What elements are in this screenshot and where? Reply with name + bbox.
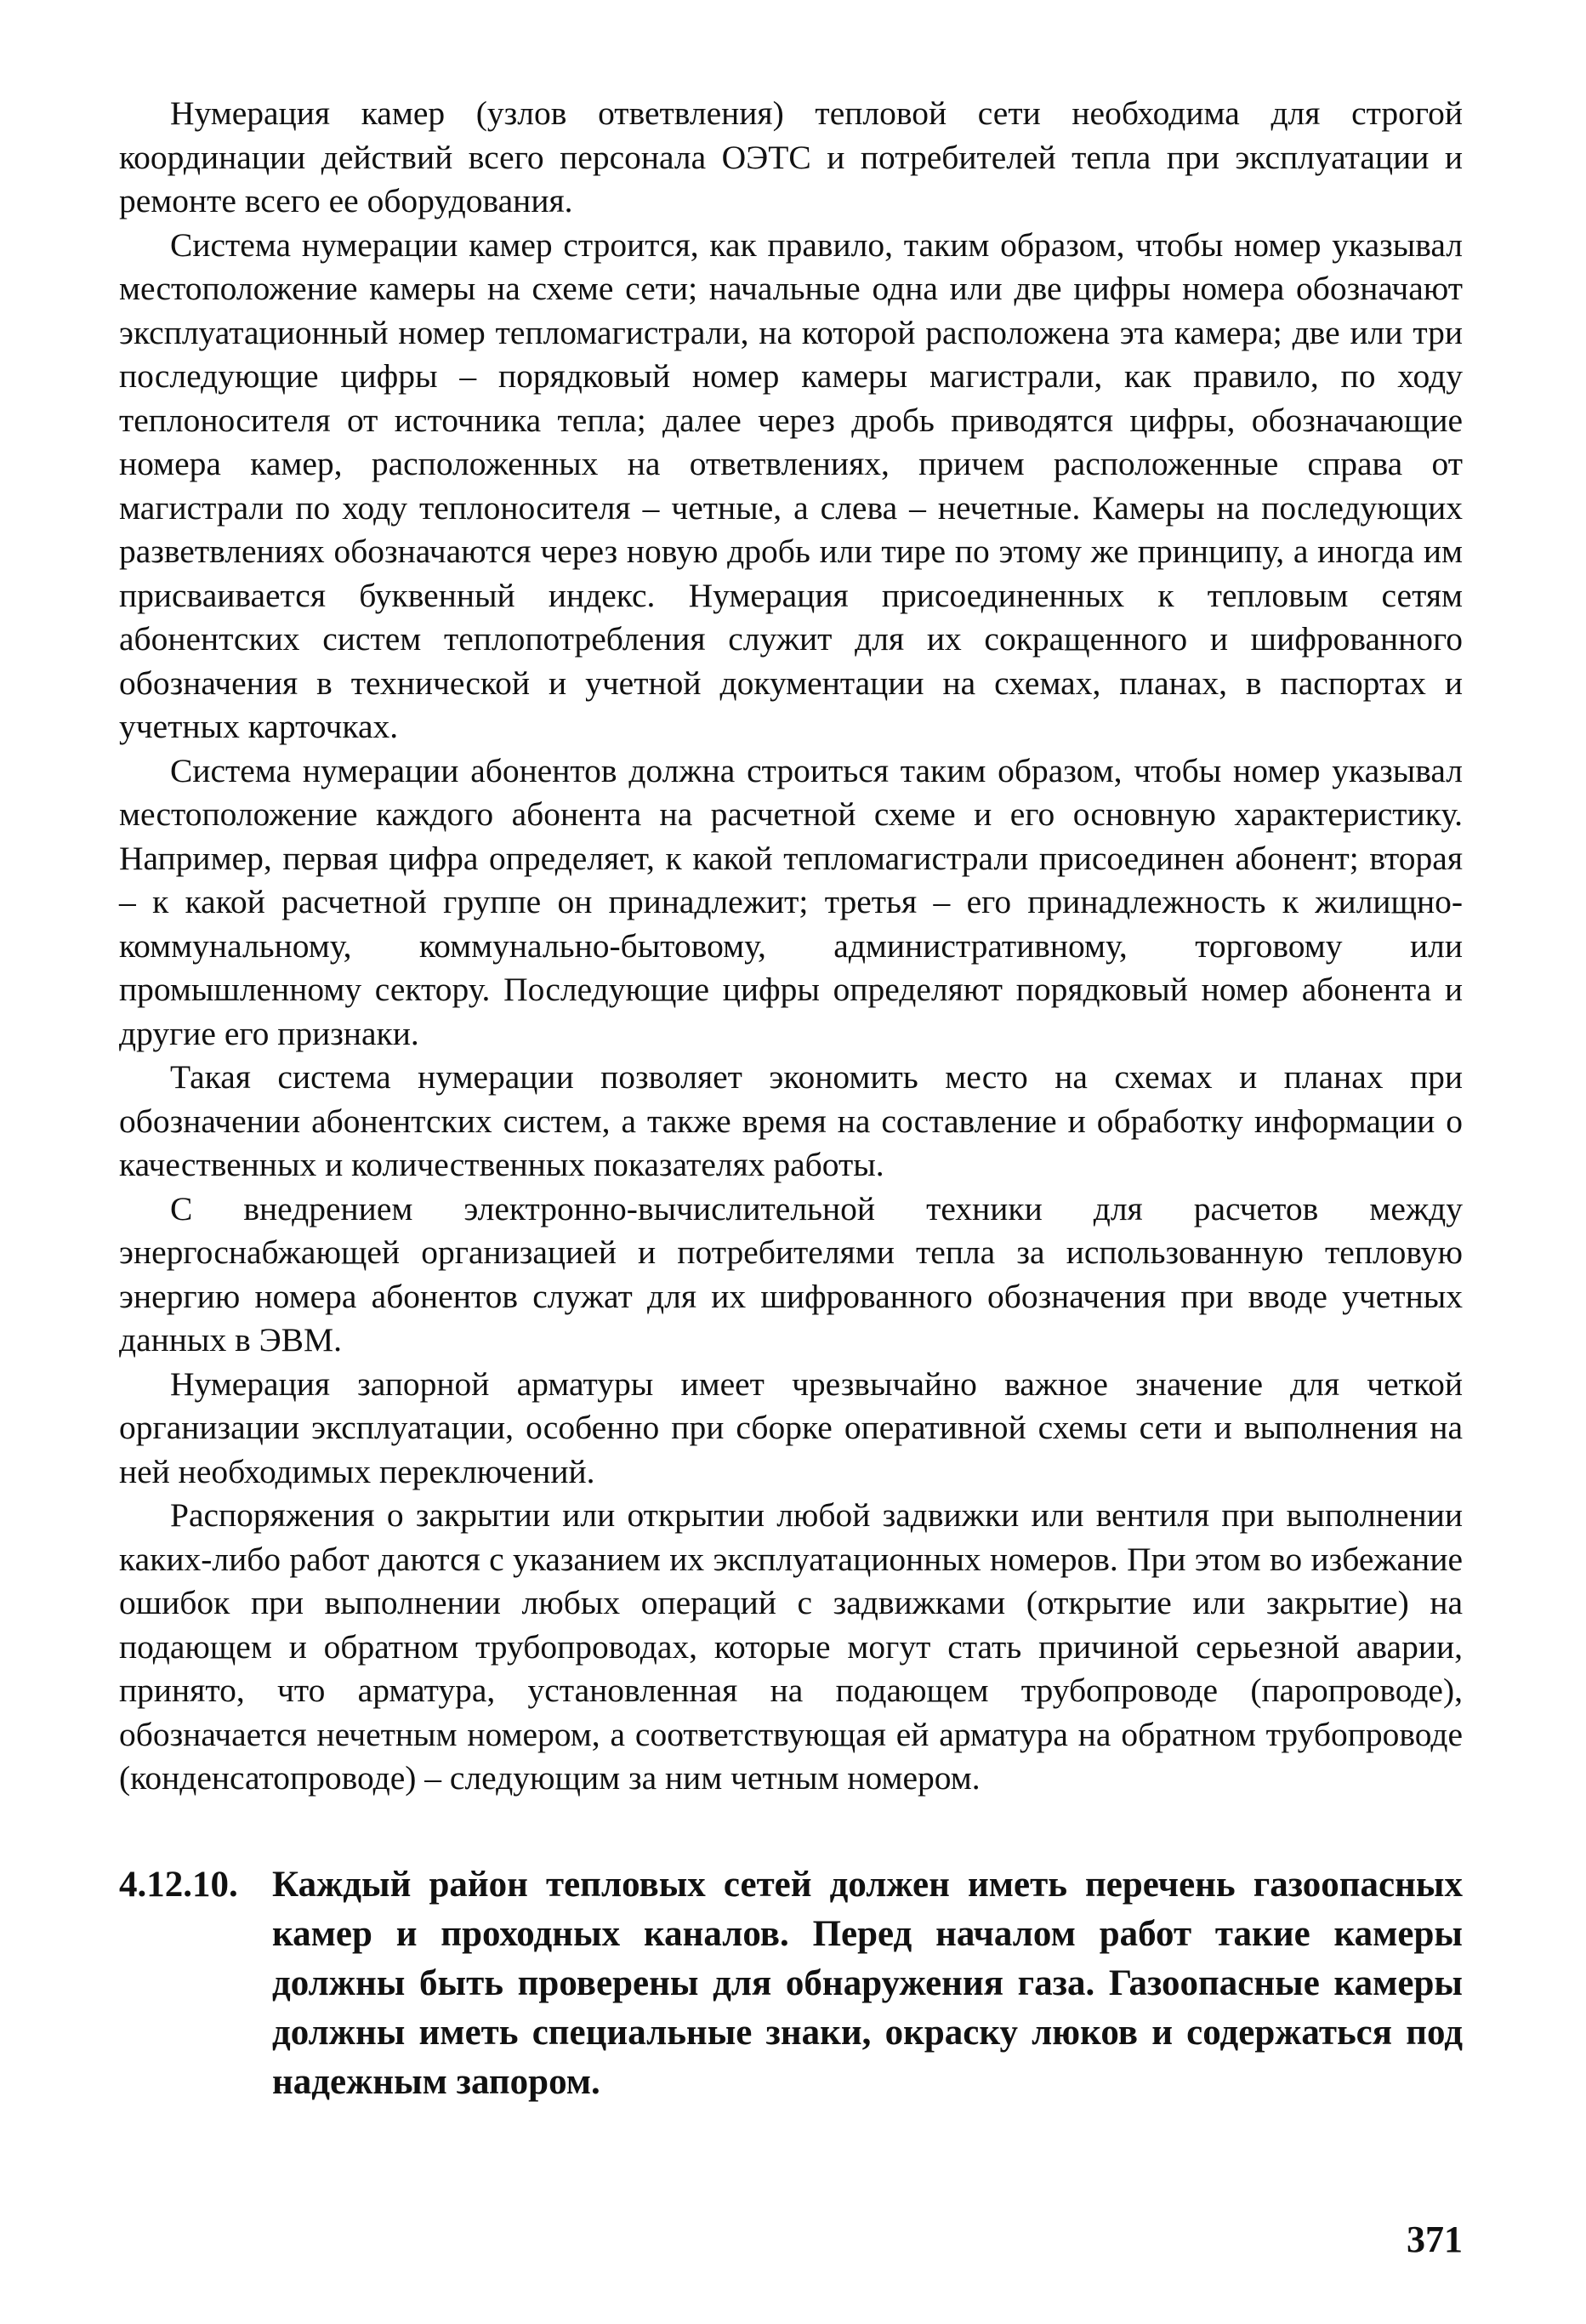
section-4-12-10 [119,1860,1463,2107]
document-page [119,92,1463,2304]
paragraph-chamber-numbering-purpose: Нумерация камер (узлов ответвления) тепловой сети необходима для строгой координации действий всего персонала ОЭТС и потребителей тепла при эксплуатации и ремонте всего ее оборудования. [119,94,1463,219]
paragraph-chamber-numbering-system: Система нумерации камер строится, как правило, таким образом, чтобы номер указывал местоположение камеры на схеме сети; начальные одна или две цифры номера обозначают эксплуатационный номер тепломагистрали, на которой расположена эта камера; две или три последующие цифры – порядковый номер камеры магистрали, как правило, по ходу теплоносителя от источника тепла; далее через дробь приводятся цифры, обозначающие номера камер, расположенных на ответвлениях, причем расположенные справа от магистрали по ходу теплоносителя – четные, а слева – нечетные. Камеры на последующих разветвлениях обозначаются через новую дробь или тире по этому же принципу, а иногда им присваивается буквенный индекс. Нумерация присоединенных к тепловым сетям абонентских систем теплопотребления служит для их сокращенного и шифрованного обозначения в технической и учетной документации на схемах, планах, в паспортах и учетных карточках. [119,225,1463,745]
paragraph-computer-usage: С внедрением электронно-вычислительной техники для расчетов между энергоснабжающей организацией и потребителями тепла за использованную тепловую энергию номера абонентов служат для их шифрованного обозначения при вводе учетных данных в ЭВМ. [119,1189,1463,1359]
paragraph-valve-orders: Распоряжения о закрытии или открытии любой задвижки или вентиля при выполнении каких-либо работ даются с указанием их эксплуатационных номеров. При этом во избежание ошибок при выполнении любых операций с задвижками (открытие или закрытие) на подающем и обратном трубопроводах, которые могут стать причиной серьезной аварии, принято, что арматура, установленная на подающем трубопроводе (паропроводе), обозначается нечетным номером, а соответствующая ей арматура на обратном трубопроводе (конденсатопроводе) – следующим за ним четным номером. [119,1496,1463,1797]
section-number: 4.12.10. [119,1864,238,1905]
paragraph-subscriber-numbering: Система нумерации абонентов должна строиться таким образом, чтобы номер указывал местоположение каждого абонента на расчетной схеме и его основную характеристику. Например, первая цифра определяет, к какой тепломагистрали присоединен абонент; вторая – к какой расчетной группе он принадлежит; третья – его принадлежность к жилищно-коммунальному, коммунально-бытовому, административному, торговому или промышленному сектору. Последующие цифры определяют порядковый номер абонента и другие его признаки. [119,751,1463,1052]
paragraph-valve-numbering: Нумерация запорной арматуры имеет чрезвычайно важное значение для четкой организации эксплуатации, особенно при сборке оперативной схемы сети и выполнения на ней необходимых переключений. [119,1364,1463,1490]
page-number: 371 [1407,2219,1463,2260]
paragraph-numbering-benefits: Такая система нумерации позволяет экономить место на схемах и планах при обозначении абонентских систем, а также время на составление и обработку информации о качественных и количественных показателях работы. [119,1058,1463,1183]
section-text: Каждый район тепловых сетей должен иметь перечень газоопасных камер и проходных каналов. Перед началом работ такие камеры должны быть проверены для обнаружения газа. Газоопасные камеры должны иметь специальные знаки, окраску люков и содержаться под надежным запором. [272,1864,1463,2102]
